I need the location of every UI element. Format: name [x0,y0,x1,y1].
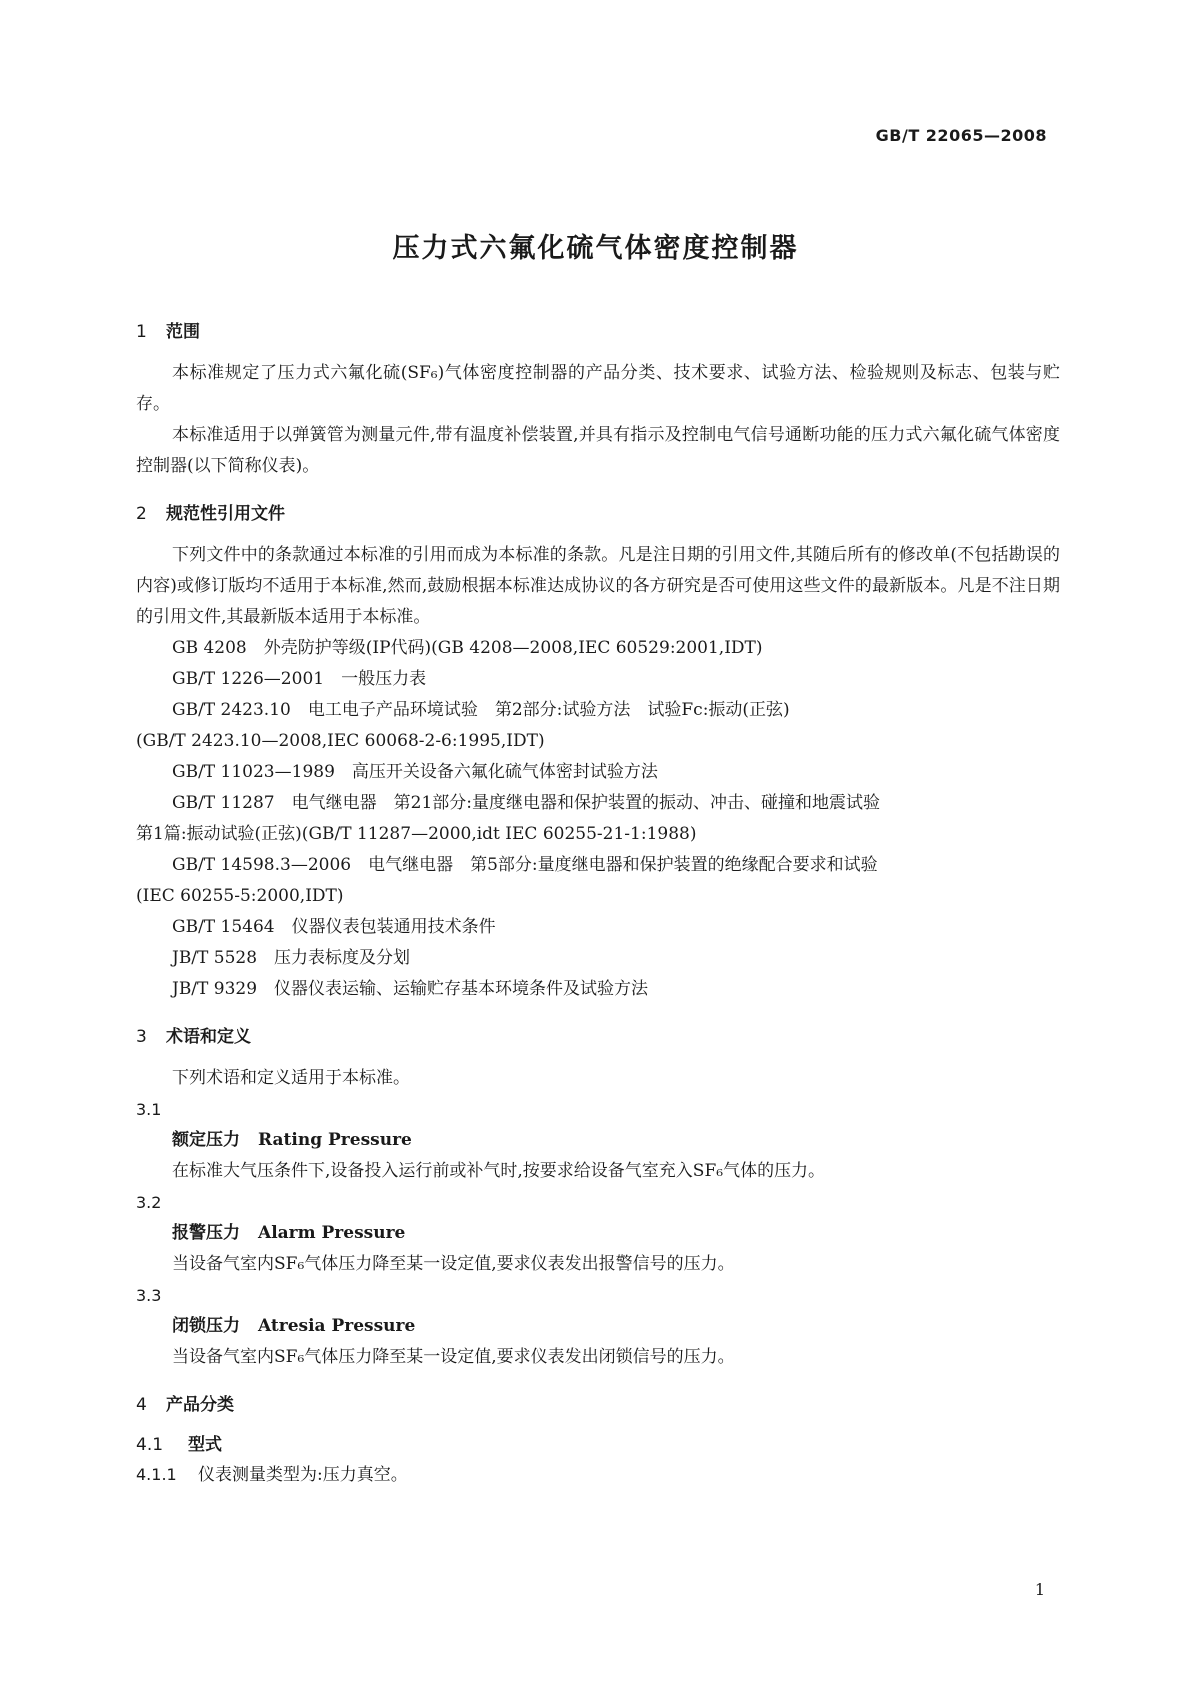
term-definition: 在标准大气压条件下,设备投入运行前或补气时,按要求给设备气室充入SF₆气体的压力。 [172,1161,826,1181]
reference-item: JB/T 9329 仪器仪表运输、运输贮存基本环境条件及试验方法 [172,979,649,999]
subsection-number: 4.1 [136,1435,164,1455]
reference-item: JB/T 5528 压力表标度及分划 [172,948,411,968]
reference-item: GB/T 15464 仪器仪表包装通用技术条件 [172,917,496,937]
section-title: 规范性引用文件 [166,504,285,524]
reference-item: GB/T 11023—1989 高压开关设备六氟化硫气体密封试验方法 [172,762,658,782]
term-number: 3.1 [136,1100,162,1119]
section-number: 4 [136,1395,147,1415]
reference-item: GB 4208 外壳防护等级(IP代码)(GB 4208—2008,IEC 60529:2001,IDT) [172,638,763,658]
term-number: 3.2 [136,1193,162,1212]
section-title: 范围 [166,322,200,342]
term-heading [136,1125,1060,1156]
term-zh: 额定压力 [172,1130,240,1150]
subsection-4-1-heading [136,1431,1060,1459]
reference-item-continued: (GB/T 2423.10—2008,IEC 60068-2-6:1995,IDT) [136,731,545,751]
document-body [136,318,1060,1491]
references-intro: 下列文件中的条款通过本标准的引用而成为本标准的条款。凡是注日期的引用文件,其随后所有的修改单(不包括勘误的内容)或修订版均不适用于本标准,然而,鼓励根据本标准达成协议的各方研究是否可使用这些文件的最新版本。凡是不注日期的引用文件,其最新版本适用于本标准。 [136,545,1060,627]
reference-item-continued: (IEC 60255-5:2000,IDT) [136,886,344,906]
term-definition: 当设备气室内SF₆气体压力降至某一设定值,要求仪表发出报警信号的压力。 [172,1254,735,1274]
term-definition: 当设备气室内SF₆气体压力降至某一设定值,要求仪表发出闭锁信号的压力。 [172,1347,735,1367]
term-en: Rating Pressure [258,1130,412,1150]
scope-paragraph-2: 本标准适用于以弹簧管为测量元件,带有温度补偿装置,并具有指示及控制电气信号通断功能的压力式六氟化硫气体密度控制器(以下简称仪表)。 [136,425,1060,476]
section-2-heading [136,500,1060,528]
section-4-heading [136,1391,1060,1419]
clause-text: 仪表测量类型为:压力真空。 [198,1465,408,1485]
term-number: 3.3 [136,1286,162,1305]
terms-intro: 下列术语和定义适用于本标准。 [172,1068,410,1088]
section-1-heading [136,318,1060,346]
clause-number: 4.1.1 [136,1465,177,1484]
section-number: 3 [136,1027,147,1047]
scope-paragraph-1: 本标准规定了压力式六氟化硫(SF₆)气体密度控制器的产品分类、技术要求、试验方法、检验规则及标志、包装与贮存。 [136,363,1060,414]
term-zh: 报警压力 [172,1223,240,1243]
document-title: 压力式六氟化硫气体密度控制器 [392,233,799,264]
section-title: 术语和定义 [166,1027,251,1047]
reference-item: GB/T 1226—2001 一般压力表 [172,669,427,689]
subsection-title: 型式 [188,1435,222,1455]
page-number: 1 [1034,1580,1045,1599]
reference-item: GB/T 14598.3—2006 电气继电器 第5部分:量度继电器和保护装置的绝缘配合要求和试验 [172,855,878,875]
term-heading [136,1218,1060,1249]
term-heading [136,1311,1060,1342]
term-zh: 闭锁压力 [172,1316,240,1336]
term-en: Alarm Pressure [258,1223,406,1243]
reference-item-continued: 第1篇:振动试验(正弦)(GB/T 11287—2000,idt IEC 60255-21-1:1988) [136,824,697,844]
section-title: 产品分类 [166,1395,234,1415]
section-number: 2 [136,504,147,524]
section-number: 1 [136,322,147,342]
standard-code: GB/T 22065—2008 [875,126,1047,145]
reference-item: GB/T 11287 电气继电器 第21部分:量度继电器和保护装置的振动、冲击、碰撞和地震试验 [172,793,880,813]
clause-4-1-1 [136,1459,1060,1491]
term-en: Atresia Pressure [258,1316,416,1336]
reference-item: GB/T 2423.10 电工电子产品环境试验 第2部分:试验方法 试验Fc:振动(正弦) [172,700,790,720]
section-3-heading [136,1023,1060,1051]
